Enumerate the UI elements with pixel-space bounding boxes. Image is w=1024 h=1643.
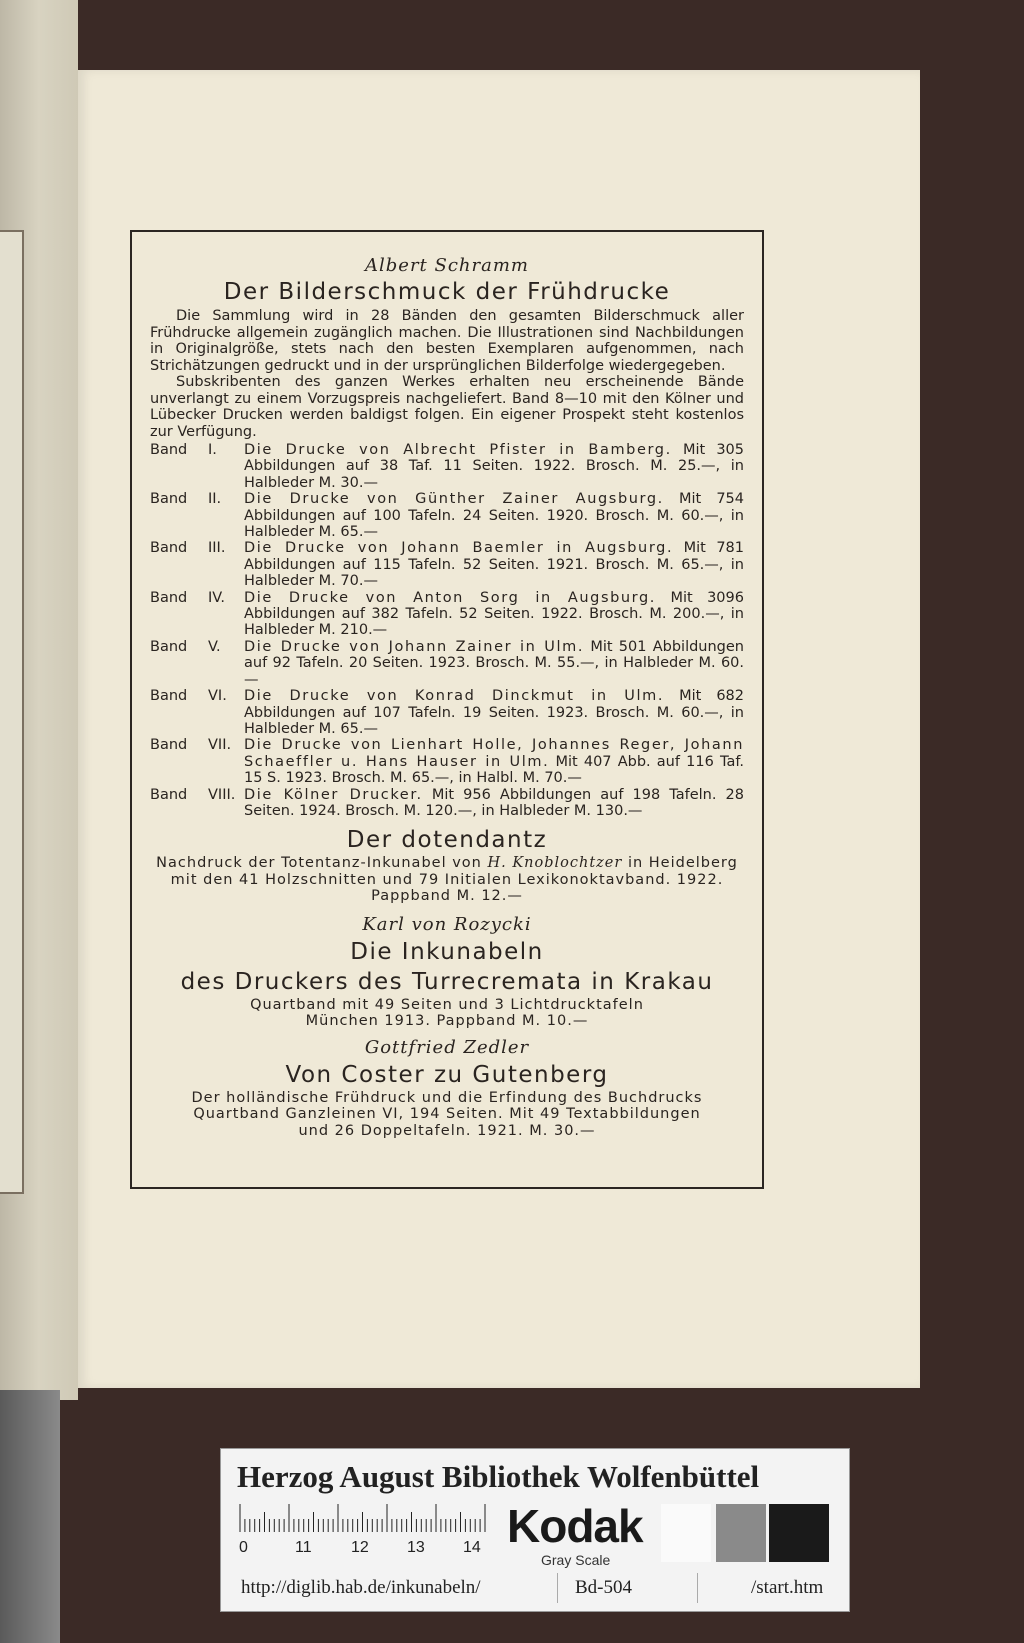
band-entry [244,787,744,820]
author-rozycki: Karl von Rozycki [362,913,532,935]
band-entry [244,639,744,688]
band-label: Band [150,442,188,458]
gray-scale-label: Gray Scale [541,1552,611,1568]
advertisement-frame [130,230,764,1189]
author-zedler: Gottfried Zedler [364,1036,530,1058]
author-schramm: Albert Schramm [365,255,529,276]
title-dotendantz: Der dotendantz [346,827,548,854]
zedler-details-1: Der holländische Frühdruck und die Erfindung des Buchdrucks [191,1089,703,1106]
band-number: IV. [208,589,225,606]
swatch-gray [716,1504,766,1562]
band-number: III. [208,540,226,557]
band-entry [244,540,744,589]
dotendantz-pre: Nachdruck der Totentanz-Inkunabel von [156,855,482,872]
band-details: Mit 781 Abbildungen auf 115 Tafeln. 52 Seiten. 1921. Brosch. M. 65.—, in Halbleder M. 70.— [244,540,744,590]
start-page-path: /start.htm [751,1577,824,1598]
title-bilderschmuck: Der Bilderschmuck der Frühdrucke [223,279,671,305]
band-entry [244,688,744,737]
band-title: Die Drucke von Albrecht Pfister in Bamberg. [244,442,672,458]
band-row [150,442,744,491]
target-divider [697,1573,698,1603]
band-title: Die Drucke von Günther Zainer Augsburg. [244,491,664,508]
band-number: I. [208,442,217,458]
band-title: Die Drucke von Konrad Dinckmut in Ulm. [244,688,665,705]
ruler-label: 0 [239,1539,248,1556]
band-row [150,491,744,540]
band-label: Band [150,589,188,606]
digital-library-url: http://diglib.hab.de/inkunabeln/ [241,1577,481,1598]
band-number: II. [208,491,222,508]
band-number: VI. [208,688,227,705]
rozycki-details-2: München 1913. Pappband M. 10.— [305,1013,589,1030]
adjacent-page-edge [0,230,24,1194]
scanner-gray-strip [0,1390,60,1643]
band-row [150,737,744,786]
institution-name: Herzog August Bibliothek Wolfenbüttel [237,1459,760,1494]
swatch-white [661,1504,711,1562]
shelfmark: Bd-504 [575,1577,632,1598]
band-number: VIII. [208,786,236,803]
band-details: Mit 305 Abbildungen auf 38 Taf. 11 Seiten. 1922. Brosch. M. 25.—, in Halbleder M. 30.— [244,442,745,491]
band-label: Band [150,688,188,705]
band-title: Die Drucke von Lienhart Holle, Johannes Reger, Johann Schaeffler u. Hans Hauser in Ulm. [244,737,744,770]
band-row [150,639,744,688]
band-entry [244,737,744,786]
band-label: Band [150,737,188,754]
band-details: Mit 501 Abbildungen auf 92 Tafeln. 20 Seiten. 1923. Brosch. M. 55.—, in Halbleder M. 60.— [244,638,744,688]
band-title: Die Drucke von Johann Zainer in Ulm. [244,638,585,655]
kodak-logo: Kodak [507,1500,643,1552]
band-label: Band [150,638,188,655]
band-entry [244,491,744,540]
band-row [150,688,744,737]
band-row [150,590,744,639]
band-title: Die Kölner Drucker. [244,786,423,803]
zedler-details-2: Quartband Ganzleinen VI, 194 Seiten. Mit 49 Textabbildungen [193,1106,701,1123]
band-label: Band [150,540,188,557]
band-label: Band [150,491,188,508]
ruler-label: 11 [295,1539,312,1556]
zedler-details-3: und 26 Doppeltafeln. 1921. M. 30.— [298,1122,596,1139]
band-entry [244,442,744,491]
band-label: Band [150,786,188,803]
ruler-label: 14 [463,1539,481,1556]
band-details: Mit 407 Abb. auf 116 Taf. 15 S. 1923. Brosch. M. 65.—, in Halbl. M. 70.— [244,753,744,787]
band-title: Die Drucke von Anton Sorg in Augsburg. [244,589,657,606]
ruler-label: 13 [407,1539,425,1556]
dotendantz-description [150,855,744,905]
band-number: VII. [208,737,232,754]
band-entry [244,590,744,639]
dotendantz-printer: H. Knoblochtzer [487,855,623,872]
advertisement-content [150,254,744,1139]
swatch-black [769,1504,829,1562]
target-divider [557,1573,558,1603]
dotendantz-post: in Heidelberg mit den 41 Holzschnitten und 79 Initialen Lexikonoktavband. 1922. Pappband M. 12.— [170,855,738,905]
band-details: Mit 754 Abbildungen auf 100 Tafeln. 24 Seiten. 1920. Brosch. M. 60.—, in Halbleder M. 65.— [244,491,744,541]
scanned-page [78,70,920,1388]
title-inkunabeln: Die Inkunabeln [350,938,544,965]
band-details: Mit 956 Abbildungen auf 198 Tafeln. 28 Seiten. 1924. Brosch. M. 120.—, in Halbleder M. 130.— [244,786,744,819]
color-target-card [220,1448,850,1612]
band-title: Die Drucke von Johann Baemler in Augsburg. [244,540,674,557]
title-coster-gutenberg: Von Coster zu Gutenberg [285,1061,609,1088]
band-row [150,540,744,589]
band-details: Mit 3096 Abbildungen auf 382 Tafeln. 52 Seiten. 1922. Brosch. M. 200.—, in Halbleder M. 210.— [244,589,744,639]
band-number: V. [208,638,221,655]
title-turrecremata: des Druckers des Turrecremata in Krakau [180,968,714,995]
intro-paragraph-2: Subskribenten des ganzen Werkes erhalten neu erscheinende Bände unverlangt zu einem Vorzugspreis nachgeliefert. Band 8—10 mit den Kölner und Lübecker Drucken werden baldigst folgen. Ein eigener Prospekt steht kostenlos zur Verfügung. [150,374,744,440]
ruler-scale [239,1504,489,1532]
ruler-label: 12 [351,1539,369,1556]
band-row [150,787,744,820]
intro-paragraph-1: Die Sammlung wird in 28 Bänden den gesamten Bilderschmuck aller Frühdrucke allgemein zugänglich machen. Die Illustrationen sind Nachbildungen in Originalgröße, stets nach den besten Exemplaren aufgenommen, nach Strichätzungen gedruckt und in der ursprünglichen Bilderfolge wiedergegeben. [150,308,744,374]
rozycki-details-1: Quartband mit 49 Seiten und 3 Lichtdrucktafeln [250,996,644,1013]
band-list [150,442,744,819]
band-details: Mit 682 Abbildungen auf 107 Tafeln. 19 Seiten. 1923. Brosch. M. 60.—, in Halbleder M. 65.— [244,688,745,737]
